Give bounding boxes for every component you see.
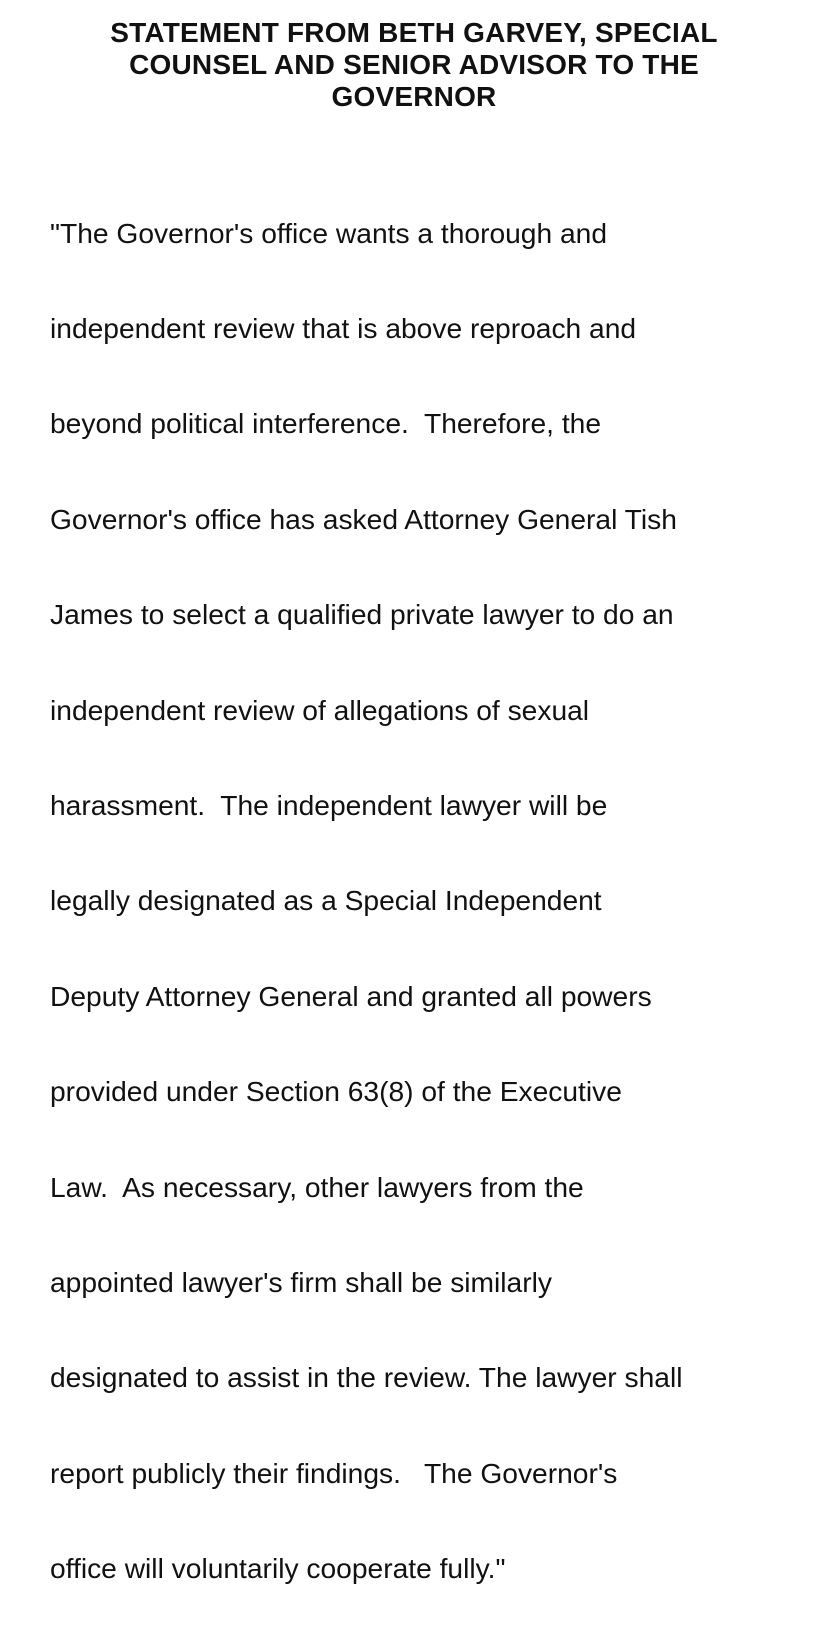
title-line: GOVERNOR: [331, 81, 497, 112]
body-line: Governor's office has asked Attorney General Tish: [50, 502, 677, 535]
body-line: provided under Section 63(8) of the Executive: [50, 1075, 622, 1108]
statement-body: [50, 154, 810, 1648]
body-line: beyond political interference. Therefore, the: [50, 407, 602, 440]
body-line: harassment. The independent lawyer will be: [50, 788, 608, 821]
body-line: appointed lawyer's firm shall be similarly: [50, 1265, 552, 1298]
body-line: office will voluntarily cooperate fully.": [50, 1552, 506, 1585]
body-line: James to select a qualified private lawyer to do an: [50, 598, 674, 631]
body-line: Law. As necessary, other lawyers from the: [50, 1170, 584, 1203]
body-line: Deputy Attorney General and granted all powers: [50, 979, 652, 1012]
statement-title: [40, 17, 788, 113]
body-line: report publicly their findings. The Governor's: [50, 1456, 618, 1489]
body-line: legally designated as a Special Independent: [50, 884, 602, 917]
body-line: "The Governor's office wants a thorough and: [50, 216, 608, 249]
title-line: STATEMENT FROM BETH GARVEY, SPECIAL: [110, 17, 718, 48]
body-line: designated to assist in the review. The lawyer shall: [50, 1361, 683, 1394]
body-line: independent review that is above reproach and: [50, 311, 637, 344]
body-line: independent review of allegations of sexual: [50, 693, 590, 726]
title-line: COUNSEL AND SENIOR ADVISOR TO THE: [129, 49, 699, 80]
